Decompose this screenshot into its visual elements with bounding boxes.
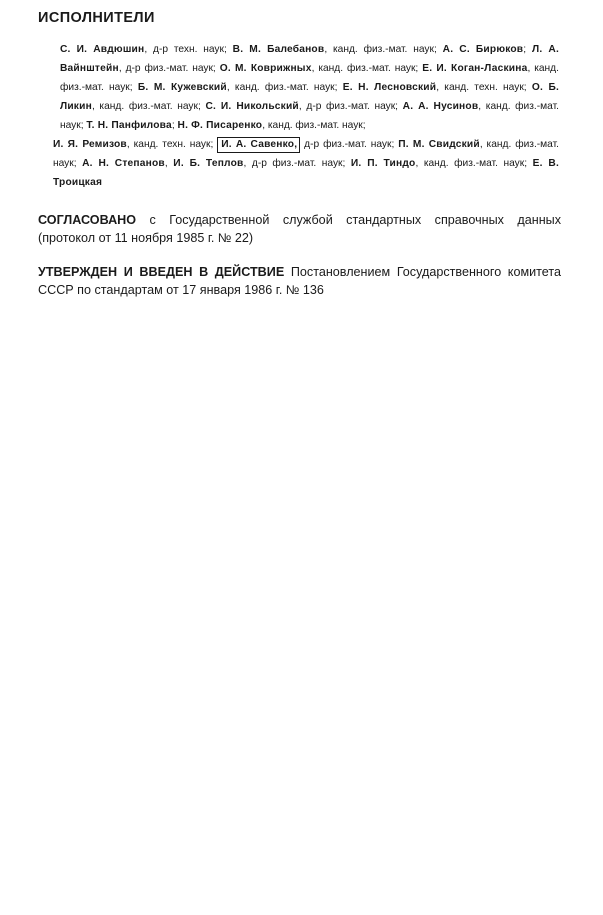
author-title: , канд. техн. наук; <box>126 139 214 150</box>
author-name: О. М. Коврижных <box>219 63 312 74</box>
agreement-label: СОГЛАСОВАНО <box>38 213 137 227</box>
approval-label: УТВЕРЖДЕН И ВВЕДЕН В ДЕЙСТВИЕ <box>38 265 285 279</box>
author-name: Е. Н. Лесновский <box>342 82 437 93</box>
author-title: , канд. физ.-мат. наук; <box>262 120 366 131</box>
author-name: С. И. Авдюшин <box>60 44 145 55</box>
author-name: А. А. Нусинов <box>402 101 479 112</box>
author-title: , канд. физ.-мат. наук; <box>91 101 201 112</box>
author-name: И. Я. Ремизов <box>53 139 127 150</box>
author-title: ; <box>523 44 527 55</box>
author-name: Б. М. Кужевский <box>137 82 227 93</box>
author-title: , канд. физ.-мат. наук; <box>60 63 559 93</box>
author-title: , д-р физ.-мат. наук; <box>243 158 346 169</box>
author-name: А. Н. Степанов <box>82 158 165 169</box>
author-name: А. С. Бирюков <box>442 44 524 55</box>
author-name: П. М. Свидский <box>398 139 480 150</box>
author-name: О. Б. Ликин <box>60 82 560 112</box>
approval-text: Постановлением Государственного комитета СССР по стандартам от 17 января 1986 г. № 136 <box>38 265 562 297</box>
author-name: В. М. Балебанов <box>232 44 325 55</box>
agreement-text: с Государственной службой стандартных справочных данных (протокол от 11 ноября 1985 г. № 22) <box>38 213 562 245</box>
author-title: , д-р физ.-мат. наук; <box>118 63 216 74</box>
author-title: , канд. физ.-мат. наук; <box>53 139 559 169</box>
author-name: Н. Ф. Писаренко <box>177 120 263 131</box>
author-title: , канд. физ.-мат. наук; <box>60 101 559 131</box>
author-title: , канд. физ.-мат. наук; <box>311 63 419 74</box>
author-title: , канд. физ.-мат. наук; <box>415 158 528 169</box>
author-name: И. Б. Теплов <box>173 158 244 169</box>
author-name: Е. И. Коган-Ласкина <box>422 63 528 74</box>
author-name: И. П. Тиндо <box>350 158 416 169</box>
authors-paragraph-2 <box>53 135 559 192</box>
author-name: Л. А. Вайнштейн <box>60 44 559 74</box>
author-name: С. И. Никольский <box>205 101 299 112</box>
approval-statement <box>38 264 561 299</box>
section-heading: ИСПОЛНИТЕЛИ <box>38 10 155 26</box>
author-name: Е. В. Троицкая <box>53 158 559 188</box>
authors-paragraph-1 <box>60 40 559 135</box>
author-title: д-р физ.-мат. наук; <box>304 139 395 150</box>
author-title: , д-р физ.-мат. наук; <box>298 101 399 112</box>
boxed-author-name: И. А. Савенко, <box>217 137 300 153</box>
author-title: , канд. физ.-мат. наук; <box>324 44 437 55</box>
author-title: ; <box>171 120 175 131</box>
author-title: , канд. физ.-мат. наук; <box>226 82 338 93</box>
author-name: Т. Н. Панфилова <box>86 120 172 131</box>
agreement-statement <box>38 212 561 247</box>
author-title: , канд. техн. наук; <box>436 82 527 93</box>
authors-list <box>53 40 560 192</box>
author-title: , <box>164 158 168 169</box>
author-title: , д-р техн. наук; <box>144 44 227 55</box>
